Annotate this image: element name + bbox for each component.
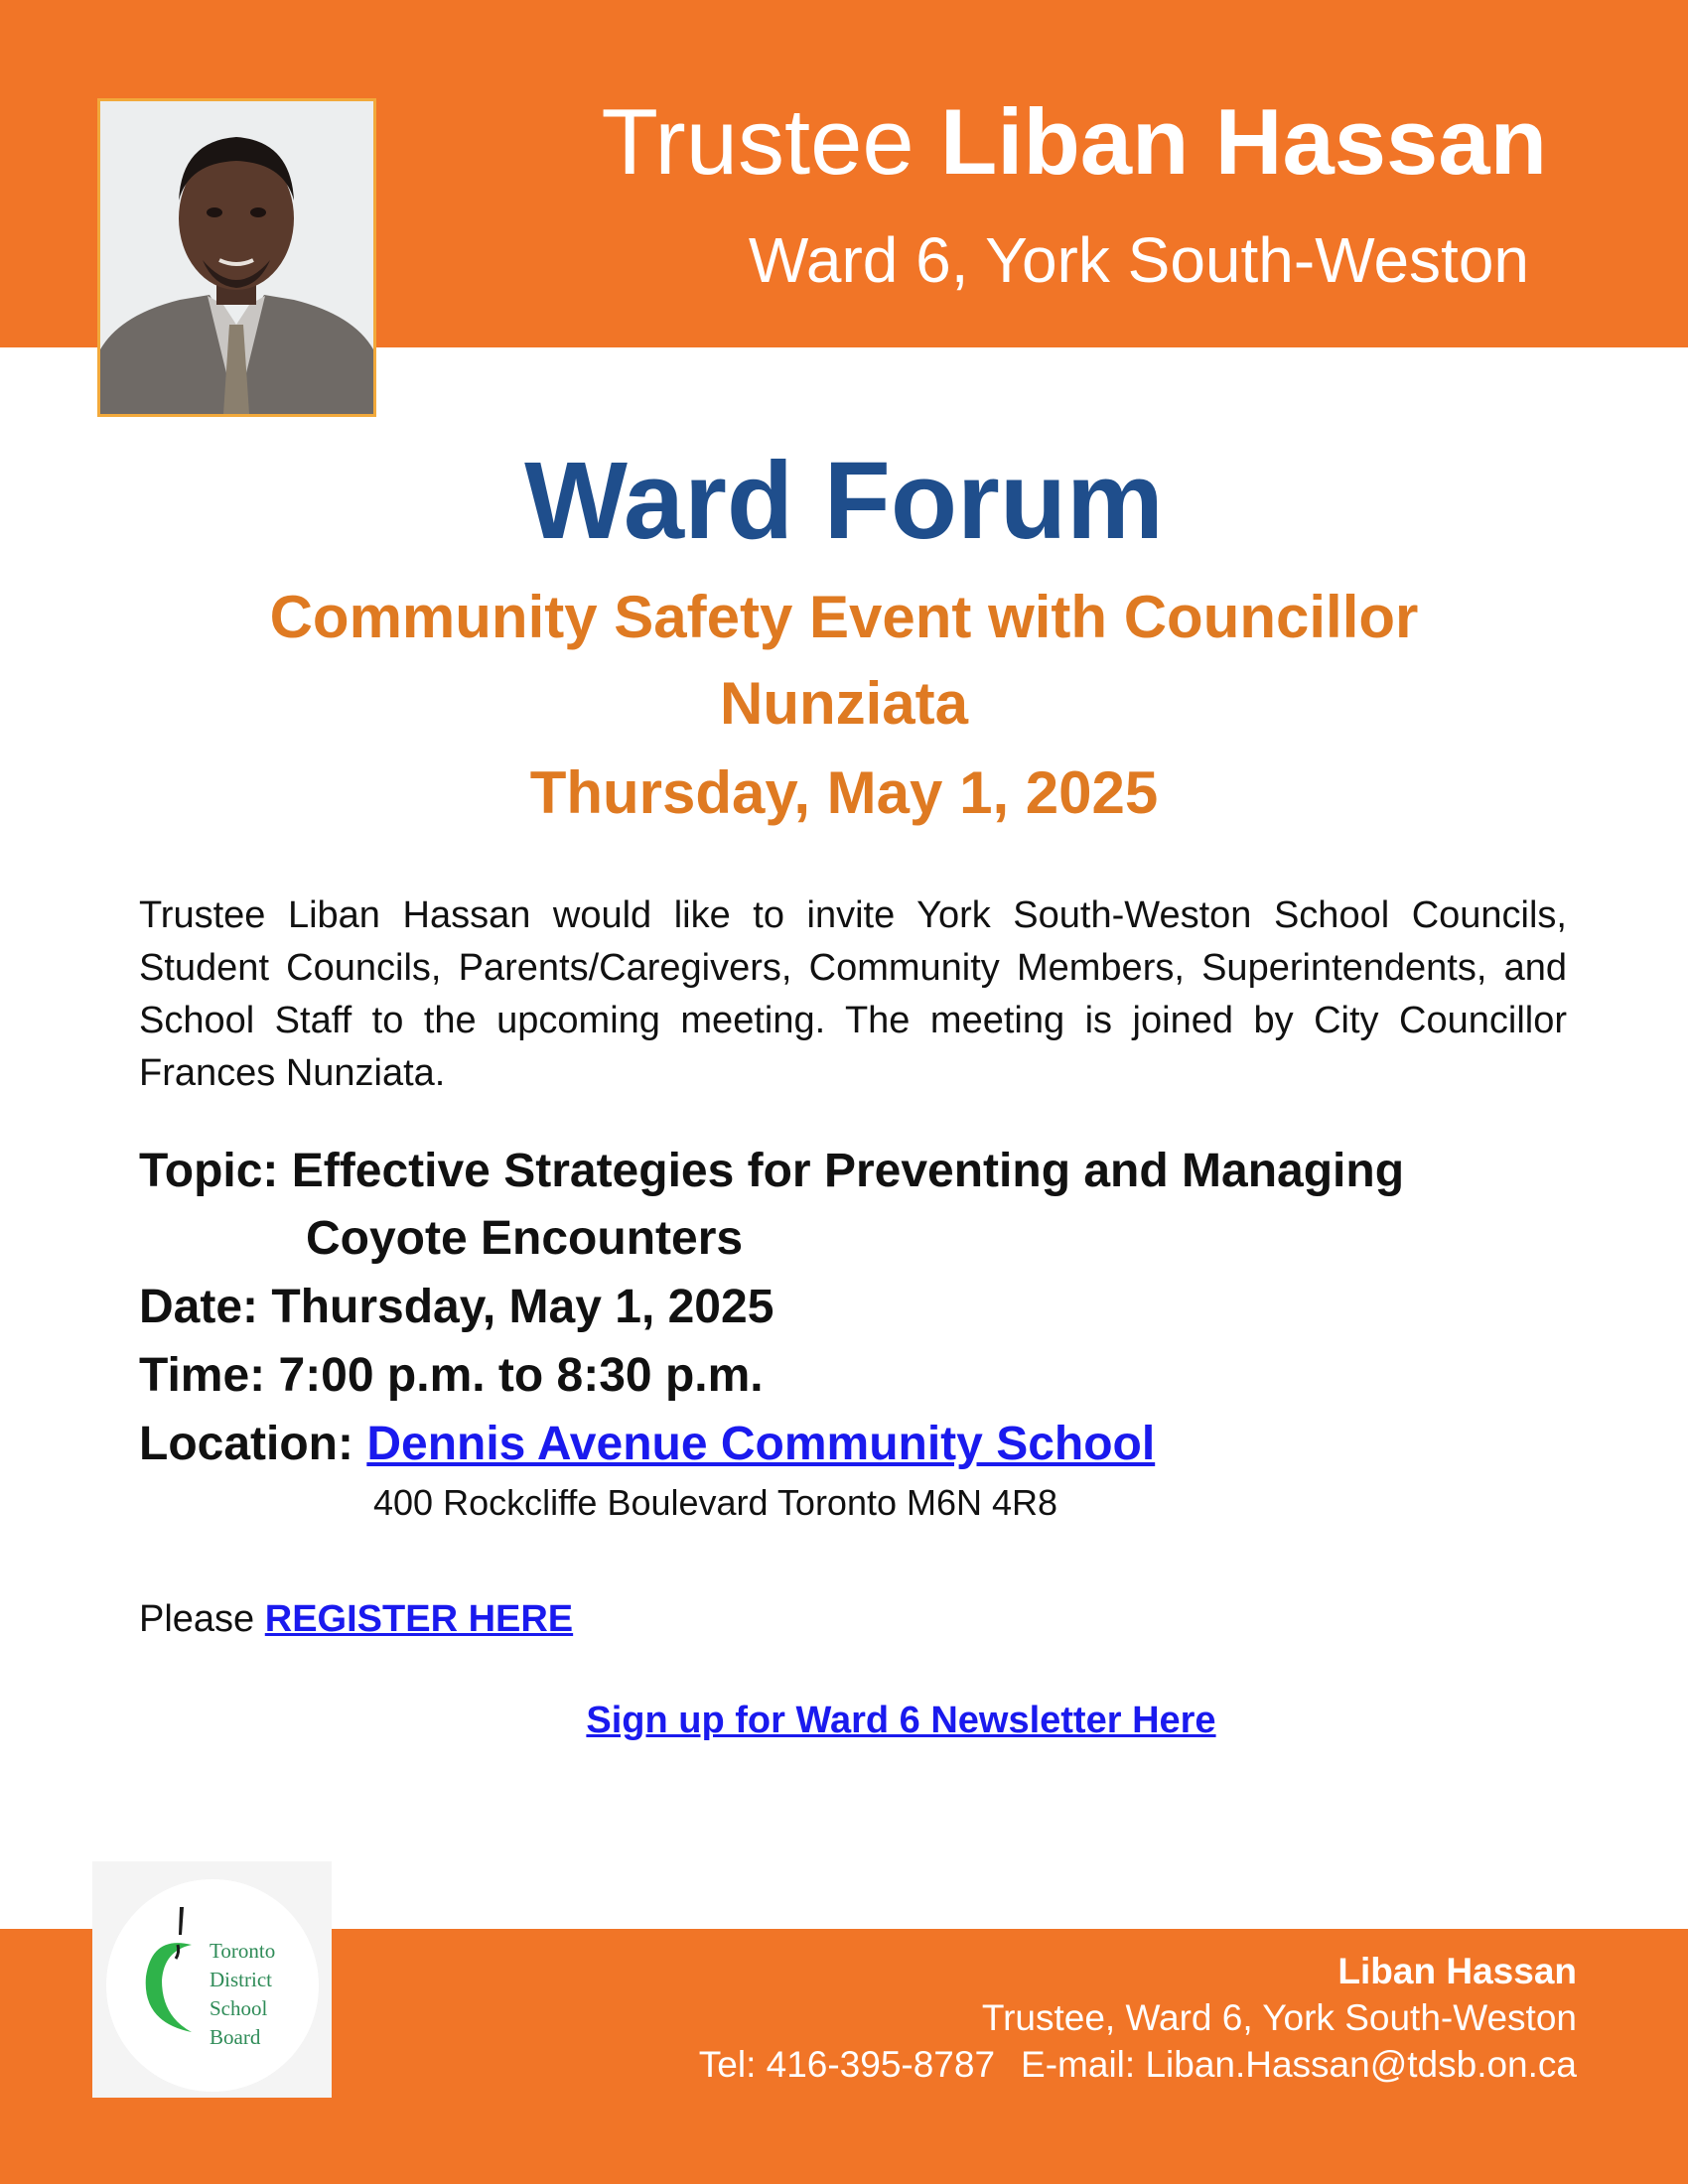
trustee-name: Liban Hassan: [939, 89, 1547, 194]
date-value: Thursday, May 1, 2025: [271, 1281, 774, 1333]
portrait-illustration: [100, 101, 373, 414]
ward-subtitle: Ward 6, York South-Weston: [748, 224, 1529, 296]
location-line: [139, 1411, 1155, 1478]
time-value: 7:00 p.m. to 8:30 p.m.: [278, 1349, 764, 1402]
footer-tel: Tel: 416-395-8787: [698, 2044, 996, 2085]
logo-line-3: School: [210, 1996, 268, 2020]
topic-value: Effective Strategies for Preventing and Managing: [291, 1145, 1405, 1197]
footer-contact-line: [699, 2041, 1577, 2088]
date-line: [139, 1274, 774, 1341]
time-label: Time:: [139, 1349, 266, 1402]
footer-email: E-mail: Liban.Hassan@tdsb.on.ca: [1021, 2044, 1577, 2085]
newsletter-link[interactable]: Sign up for Ward 6 Newsletter Here: [586, 1700, 1216, 1741]
topic-label: Topic:: [139, 1145, 279, 1197]
register-line: [139, 1593, 573, 1645]
footer-name: Liban Hassan: [1337, 1951, 1577, 1991]
apple-logo-icon: [122, 1905, 211, 2044]
footer-contact: [699, 1948, 1577, 2088]
tdsb-logo: [92, 1861, 332, 2098]
location-address: 400 Rockcliffe Boulevard Toronto M6N 4R8: [373, 1482, 1058, 1523]
event-subtitle-line2: Nunziata: [719, 670, 969, 737]
location-link[interactable]: Dennis Avenue Community School: [366, 1418, 1156, 1470]
event-date: Thursday, May 1, 2025: [529, 759, 1159, 826]
time-line: [139, 1342, 764, 1410]
topic-line-2: Coyote Encounters: [306, 1212, 744, 1265]
register-prefix: Please: [139, 1598, 255, 1640]
newsletter-line: [0, 1695, 1688, 1746]
register-link[interactable]: REGISTER HERE: [264, 1598, 574, 1640]
event-subtitle-line1: Community Safety Event with Councillor: [269, 584, 1419, 650]
logo-line-2: District: [210, 1968, 272, 1991]
logo-line-4: Board: [210, 2025, 261, 2049]
topic-line: [139, 1138, 1404, 1205]
logo-line-1: Toronto: [210, 1939, 276, 1963]
trustee-portrait: [97, 98, 376, 417]
date-label: Date:: [139, 1281, 259, 1333]
footer-role: Trustee, Ward 6, York South-Weston: [981, 1997, 1577, 2038]
title-prefix: Trustee: [601, 89, 914, 194]
page-title: [417, 87, 1547, 197]
event-heading: Ward Forum: [524, 440, 1164, 562]
intro-paragraph: Trustee Liban Hassan would like to invite York South-Weston School Councils, Student Councils, Parents/Caregivers, Community Members, Superintendents, and School Staff to the upcoming meeting. The meeting is joined by City Councillor Frances Nunziata.: [139, 894, 1567, 1094]
logo-text: [210, 1937, 275, 2052]
location-label: Location:: [139, 1418, 353, 1470]
